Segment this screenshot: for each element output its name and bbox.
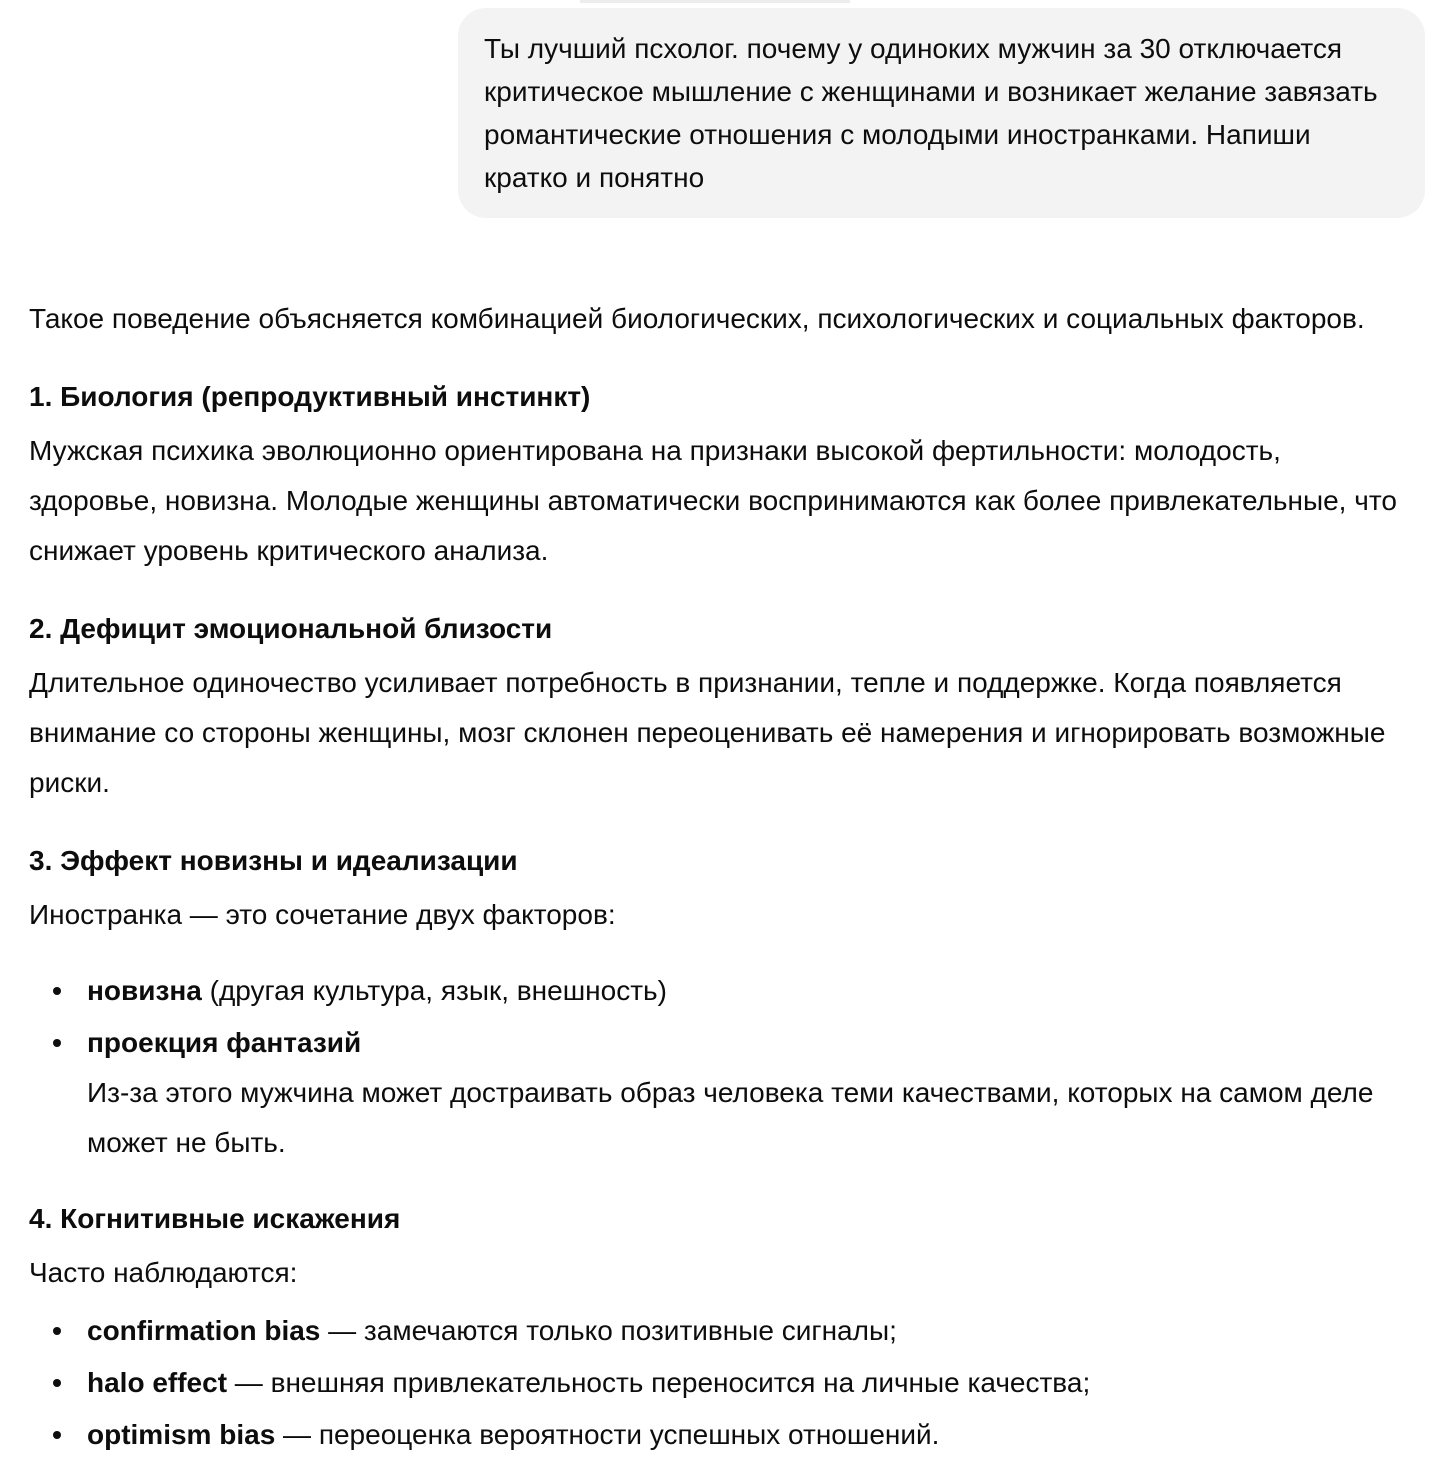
section-4-heading: 4. Когнитивные искажения <box>29 1203 401 1234</box>
bullet-text: — замечаются только позитивные сигналы; <box>320 1315 897 1346</box>
user-message-row <box>0 0 1431 218</box>
bullet-marker <box>53 1431 61 1439</box>
list-item <box>29 966 1411 1016</box>
bullet-bold-label: halo effect <box>87 1367 228 1398</box>
bullet-text: (другая культура, язык, внешность) <box>201 975 667 1006</box>
bullet-marker <box>53 1379 61 1387</box>
bullet-text: — внешняя привлекательность переносится на личные качества; <box>227 1367 1091 1398</box>
section-2-heading: 2. Дефицит эмоциональной близости <box>29 613 553 644</box>
user-message-text: Ты лучший псхолог. почему у одиноких мужчин за 30 отключается критическое мышление с женщинами и возникает желание завязать романтические отношения с молодыми иностранками. Напиши кратко и понятно <box>484 33 1378 193</box>
bullet-marker <box>53 987 61 995</box>
section-2-body: Длительное одиночество усиливает потребность в признании, тепле и поддержке. Когда появляется внимание со стороны женщины, мозг склонен переоценивать её намерения и игнорировать возможные риски. <box>29 667 1386 798</box>
section-1-heading: 1. Биология (репродуктивный инстинкт) <box>29 381 591 412</box>
assistant-message <box>29 294 1411 1460</box>
bullet-marker <box>53 1039 61 1047</box>
bullet-detail-text: Из-за этого мужчина может достраивать образ человека теми качествами, которых на самом деле может не быть. <box>87 1077 1374 1158</box>
bullet-bold-label: optimism bias <box>87 1419 276 1450</box>
list-item <box>29 1018 1411 1168</box>
section-3-bullet-list <box>29 966 1411 1168</box>
section-4-body: Часто наблюдаются: <box>29 1257 298 1288</box>
section-3-body: Иностранка — это сочетание двух факторов: <box>29 899 616 930</box>
bullet-bold-label: confirmation bias <box>87 1315 321 1346</box>
section-4-bullet-list <box>29 1306 1411 1460</box>
bullet-text: — переоценка вероятности успешных отношений. <box>275 1419 940 1450</box>
bullet-bold-label: новизна <box>87 975 202 1006</box>
section-1-body: Мужская психика эволюционно ориентирована на признаки высокой фертильности: молодость, здоровье, новизна. Молодые женщины автоматически воспринимаются как более привлекательные, что снижает уровень критического анализа. <box>29 435 1397 566</box>
user-message-bubble <box>458 8 1425 218</box>
assistant-intro-paragraph: Такое поведение объясняется комбинацией биологических, психологических и социальных факторов. <box>29 303 1365 334</box>
bullet-bold-label: проекция фантазий <box>87 1027 362 1058</box>
bullet-marker <box>53 1327 61 1335</box>
partial-cutoff-element <box>580 0 850 3</box>
list-item <box>29 1358 1411 1408</box>
list-item <box>29 1410 1411 1460</box>
section-3-heading: 3. Эффект новизны и идеализации <box>29 845 518 876</box>
list-item <box>29 1306 1411 1356</box>
